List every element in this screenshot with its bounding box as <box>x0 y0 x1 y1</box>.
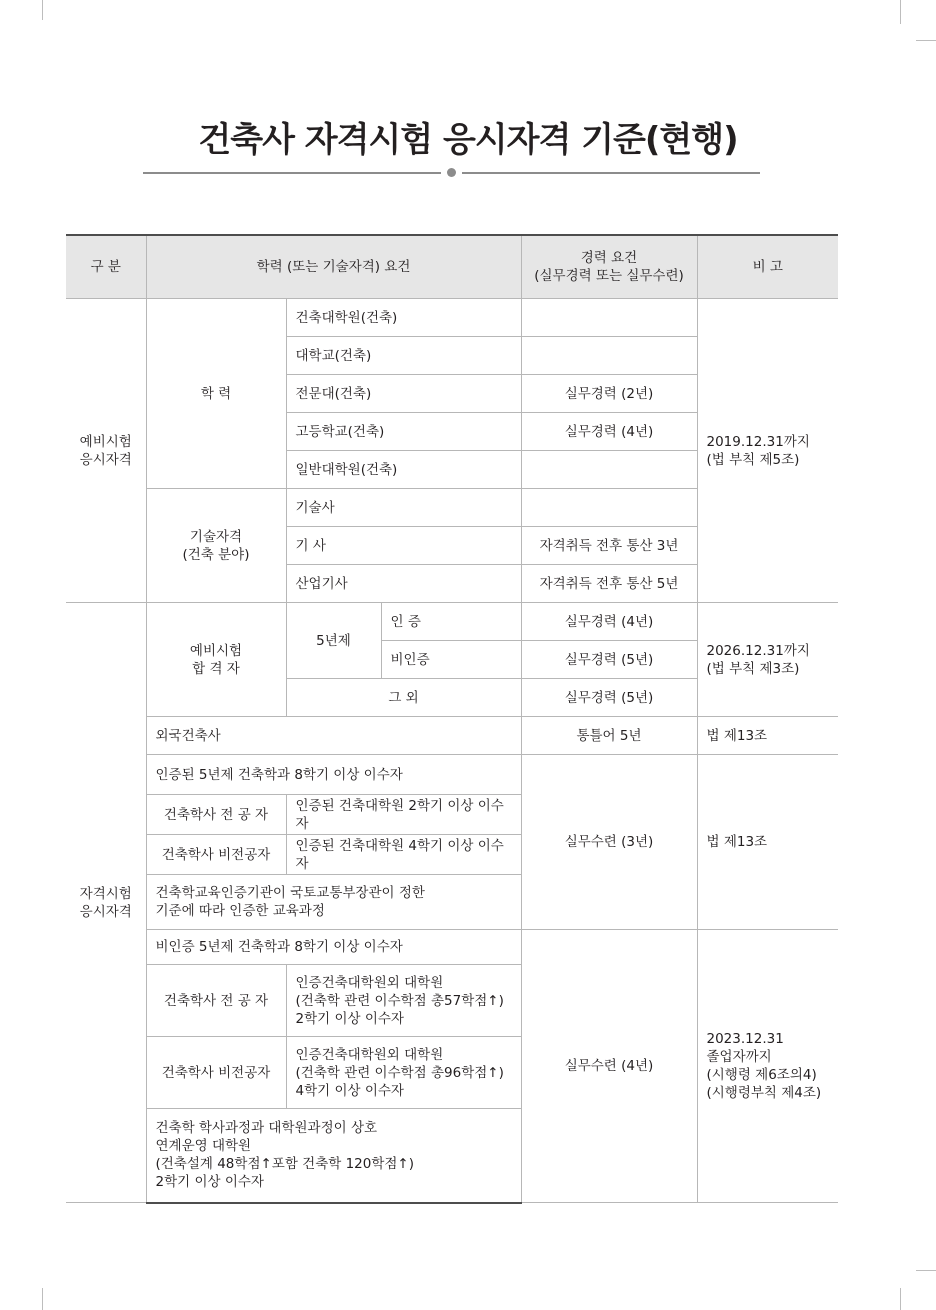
title-divider-right <box>462 172 760 174</box>
qual-section <box>66 603 838 1203</box>
prelim-category: 예비시험 응시자격 <box>66 299 146 603</box>
requirements-table <box>66 234 838 1204</box>
cert-nonmajor-label: 건축학사 비전공자 <box>146 835 286 875</box>
crop-mark <box>42 1288 43 1310</box>
cert-career: 실무수련 (3년) <box>521 755 697 930</box>
header-remarks: 비 고 <box>697 235 838 299</box>
edu-career: 실무경력 (4년) <box>521 413 697 451</box>
header-education: 학력 (또는 기술자격) 요건 <box>146 235 521 299</box>
crop-mark <box>916 40 936 41</box>
crop-mark <box>900 0 901 24</box>
cert-remarks: 법 제13조 <box>697 755 838 930</box>
edu-career <box>521 451 697 489</box>
page-title: 건축사 자격시험 응시자격 기준(현행) <box>198 120 738 160</box>
uncert-major-desc: 인증건축대학원외 대학원 (건축학 관련 이수학점 총57학점↑) 2학기 이상 이수자 <box>286 965 521 1037</box>
table-row <box>66 603 838 641</box>
prelim-section <box>66 299 838 603</box>
uncert-row4: 건축학 학사과정과 대학원과정이 상호 연계운영 대학원 (건축설계 48학점↑포함 건축학 120학점↑) 2학기 이상 이수자 <box>146 1109 521 1203</box>
prelim-remarks: 2019.12.31까지 (법 부칙 제5조) <box>697 299 838 603</box>
cert-row4: 건축학교육인증기관이 국토교통부장관이 정한 기준에 따라 인증한 교육과정 <box>146 875 521 930</box>
table-row <box>66 755 838 795</box>
prelim-tech-group: 기술자격 (건축 분야) <box>146 489 286 603</box>
uncert-nonmajor-desc: 인증건축대학원외 대학원 (건축학 관련 이수학점 총96학점↑) 4학기 이상 이수자 <box>286 1037 521 1109</box>
five-year-label: 5년제 <box>286 603 381 679</box>
others-label: 그 외 <box>286 679 521 717</box>
certified-label: 인 증 <box>381 603 521 641</box>
foreign-remarks: 법 제13조 <box>697 717 838 755</box>
edu-item: 일반대학원(건축) <box>286 451 521 489</box>
uncert-major-label: 건축학사 전 공 자 <box>146 965 286 1037</box>
uncert-remarks: 2023.12.31 졸업자까지 (시행령 제6조의4) (시행령부칙 제4조) <box>697 930 838 1203</box>
title-divider-dot <box>447 168 456 177</box>
crop-mark <box>916 1270 936 1271</box>
table-row <box>66 930 838 965</box>
tech-item: 산업기사 <box>286 565 521 603</box>
edu-item: 전문대(건축) <box>286 375 521 413</box>
table-row <box>66 299 838 337</box>
qual-category: 자격시험 응시자격 <box>66 603 146 1203</box>
header-career: 경력 요건 (실무경력 또는 실무수련) <box>521 235 697 299</box>
cert-major-desc: 인증된 건축대학원 2학기 이상 이수자 <box>286 795 521 835</box>
prelim-edu-group: 학 력 <box>146 299 286 489</box>
cert-major-label: 건축학사 전 공 자 <box>146 795 286 835</box>
tech-career: 자격취득 전후 통산 5년 <box>521 565 697 603</box>
tech-item: 기 사 <box>286 527 521 565</box>
tech-item: 기술사 <box>286 489 521 527</box>
foreign-label: 외국건축사 <box>146 717 521 755</box>
uncert-row1: 비인증 5년제 건축학과 8학기 이상 이수자 <box>146 930 521 965</box>
cert-row1: 인증된 5년제 건축학과 8학기 이상 이수자 <box>146 755 521 795</box>
uncert-career: 실무수련 (4년) <box>521 930 697 1203</box>
passer-label: 예비시험 합 격 자 <box>146 603 286 717</box>
cert-nonmajor-desc: 인증된 건축대학원 4학기 이상 이수자 <box>286 835 521 875</box>
edu-item: 고등학교(건축) <box>286 413 521 451</box>
edu-career <box>521 337 697 375</box>
tech-career: 자격취득 전후 통산 3년 <box>521 527 697 565</box>
crop-mark <box>42 0 43 20</box>
edu-item: 대학교(건축) <box>286 337 521 375</box>
edu-career: 실무경력 (2년) <box>521 375 697 413</box>
title-divider-left <box>143 172 441 174</box>
tech-career <box>521 489 697 527</box>
edu-item: 건축대학원(건축) <box>286 299 521 337</box>
certified-career: 실무경력 (4년) <box>521 603 697 641</box>
edu-career <box>521 299 697 337</box>
crop-mark <box>900 1288 901 1310</box>
passer-remarks: 2026.12.31까지 (법 부칙 제3조) <box>697 603 838 717</box>
others-career: 실무경력 (5년) <box>521 679 697 717</box>
header-row <box>66 235 838 299</box>
table-row <box>66 717 838 755</box>
uncertified-career: 실무경력 (5년) <box>521 641 697 679</box>
uncertified-label: 비인증 <box>381 641 521 679</box>
uncert-nonmajor-label: 건축학사 비전공자 <box>146 1037 286 1109</box>
foreign-career: 통틀어 5년 <box>521 717 697 755</box>
header-category: 구 분 <box>66 235 146 299</box>
